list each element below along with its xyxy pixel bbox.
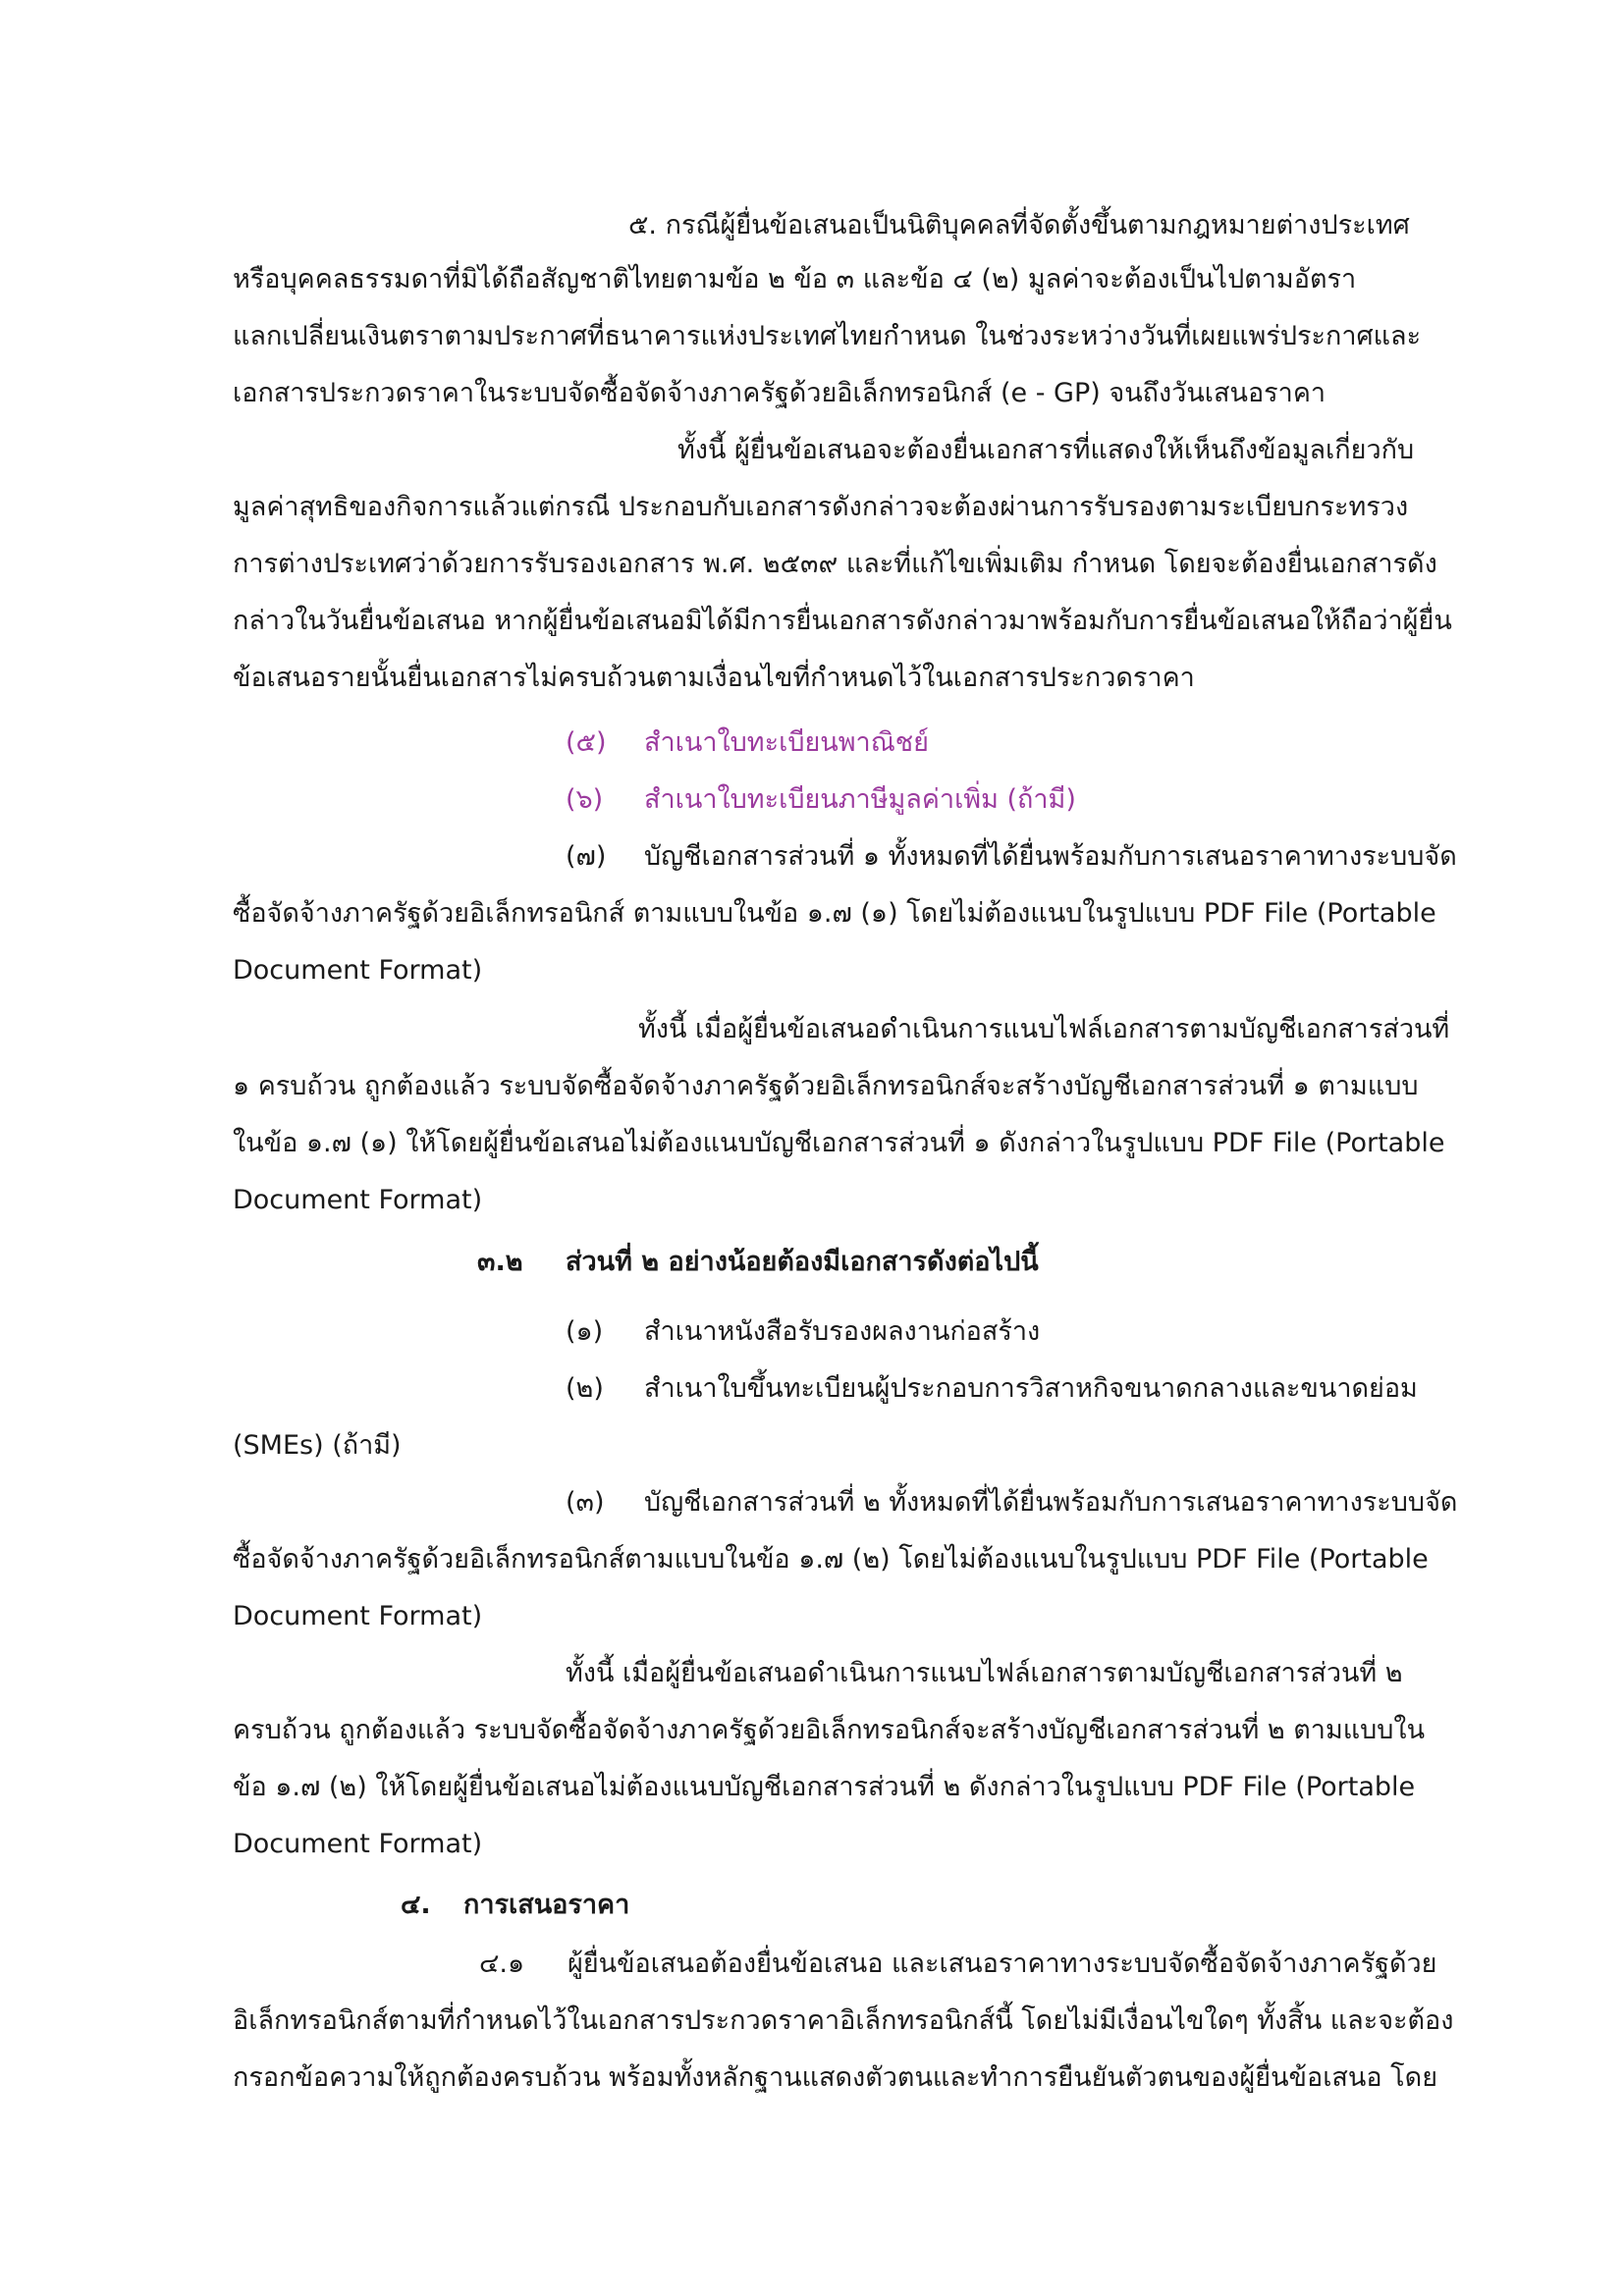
section-3-2-note-line-4: Document Format) (233, 1829, 483, 1859)
section-3-2-number: ๓.๒ (477, 1247, 523, 1277)
clause5-line-6: มูลค่าสุทธิของกิจการแล้วแต่กรณี ประกอบกับเอกสารดังกล่าวจะต้องผ่านการรับรองตามระเบียบกระทรวง (233, 492, 1409, 522)
item7-line-3: Document Format) (233, 955, 483, 986)
section-3-2-note-line-3: ข้อ ๑.๗ (๒) ให้โดยผู้ยื่นข้อเสนอไม่ต้องแนบบัญชีเอกสารส่วนที่ ๒ ดังกล่าวในรูปแบบ PDF File (Portable (233, 1772, 1416, 1802)
section-4-number: ๔. (401, 1890, 431, 1920)
item7-note-line-4: Document Format) (233, 1185, 483, 1215)
clause5-line-9: ข้อเสนอรายนั้นยื่นเอกสารไม่ครบถ้วนตามเงื่อนไขที่กำหนดไว้ในเอกสารประกวดราคา (233, 663, 1195, 693)
list-item-6 (566, 772, 1076, 828)
list-item-5-text: สำเนาใบทะเบียนพาณิชย์ (644, 727, 929, 758)
list-item-7-number: (๗) (566, 841, 607, 872)
list-item-7 (566, 828, 1457, 885)
list-item-5-number: (๕) (566, 727, 607, 758)
section-4-1-number: ๔.๑ (479, 1949, 525, 1979)
section-4-1-text: ผู้ยื่นข้อเสนอต้องยื่นข้อเสนอ และเสนอราคาทางระบบจัดซื้อจัดจ้างภาครัฐด้วย (568, 1949, 1437, 1979)
section-3-2-note-line-2: ครบถ้วน ถูกต้องแล้ว ระบบจัดซื้อจัดจ้างภาครัฐด้วยอิเล็กทรอนิกส์จะสร้างบัญชีเอกสารส่วนที่ ๒ ตามแบบใน (233, 1715, 1426, 1745)
clause5-line-3: แลกเปลี่ยนเงินตราตามประกาศที่ธนาคารแห่งประเทศไทยกำหนด ในช่วงระหว่างวันที่เผยแพร่ประกาศและ (233, 321, 1422, 351)
list-item-6-text: สำเนาใบทะเบียนภาษีมูลค่าเพิ่ม (ถ้ามี) (644, 784, 1076, 815)
list-item-7-text: บัญชีเอกสารส่วนที่ ๑ ทั้งหมดที่ได้ยื่นพร้อมกับการเสนอราคาทางระบบจัด (644, 841, 1457, 872)
section-4-heading (401, 1877, 629, 1934)
item7-note-line-1: ทั้งนี้ เมื่อผู้ยื่นข้อเสนอดำเนินการแนบไฟล์เอกสารตามบัญชีเอกสารส่วนที่ (638, 1014, 1450, 1044)
section-3-2-item-3-line-2: ซื้อจัดจ้างภาครัฐด้วยอิเล็กทรอนิกส์ตามแบบในข้อ ๑.๗ (๒) โดยไม่ต้องแนบในรูปแบบ PDF File (Portable (233, 1544, 1429, 1575)
section-3-2-item-1 (566, 1304, 1040, 1361)
clause5-line-2: หรือบุคคลธรรมดาที่มิได้ถือสัญชาติไทยตามข้อ ๒ ข้อ ๓ และข้อ ๔ (๒) มูลค่าจะต้องเป็นไปตามอัตรา (233, 264, 1357, 294)
section-3-2-item-3-line-3: Document Format) (233, 1601, 483, 1631)
section-4-1 (479, 1936, 1437, 1993)
section-4-1-line-3: กรอกข้อความให้ถูกต้องครบถ้วน พร้อมทั้งหลักฐานแสดงตัวตนและทำการยืนยันตัวตนของผู้ยื่นข้อเสนอ โดย (233, 2062, 1438, 2093)
section-3-2-item-2-cont: (SMEs) (ถ้ามี) (233, 1430, 402, 1461)
section-3-2-heading (477, 1234, 1039, 1291)
section-3-2-item-3-number: (๓) (566, 1487, 605, 1518)
clause5-line-4: เอกสารประกวดราคาในระบบจัดซื้อจัดจ้างภาครัฐด้วยอิเล็กทรอนิกส์ (e - GP) จนถึงวันเสนอราคา (233, 378, 1326, 408)
section-4-1-line-2: อิเล็กทรอนิกส์ตามที่กำหนดไว้ในเอกสารประกวดราคาอิเล็กทรอนิกส์นี้ โดยไม่มีเงื่อนไขใดๆ ทั้งสิ้น และจะต้อง (233, 2005, 1454, 2036)
clause5-line-1: ๕. กรณีผู้ยื่นข้อเสนอเป็นนิติบุคคลที่จัดตั้งขึ้นตามกฎหมายต่างประเทศ (628, 210, 1410, 240)
section-3-2-item-3 (566, 1474, 1457, 1531)
section-3-2-item-1-text: สำเนาหนังสือรับรองผลงานก่อสร้าง (644, 1316, 1041, 1347)
section-3-2-note-line-1: ทั้งนี้ เมื่อผู้ยื่นข้อเสนอดำเนินการแนบไฟล์เอกสารตามบัญชีเอกสารส่วนที่ ๒ (566, 1658, 1403, 1688)
clause5-line-8: กล่าวในวันยื่นข้อเสนอ หากผู้ยื่นข้อเสนอมิได้มีการยื่นเอกสารดังกล่าวมาพร้อมกับการยื่นข้อเสนอให้ถือว่าผู้ยื่น (233, 606, 1452, 636)
clause5-line-7: การต่างประเทศว่าด้วยการรับรองเอกสาร พ.ศ. ๒๕๓๙ และที่แก้ไขเพิ่มเติม กำหนด โดยจะต้องยื่นเอกสารดัง (233, 549, 1437, 579)
section-3-2-title: ส่วนที่ ๒ อย่างน้อยต้องมีเอกสารดังต่อไปนี้ (566, 1247, 1039, 1277)
item7-note-line-2: ๑ ครบถ้วน ถูกต้องแล้ว ระบบจัดซื้อจัดจ้างภาครัฐด้วยอิเล็กทรอนิกส์จะสร้างบัญชีเอกสารส่วนที่ ๑ ตามแบบ (233, 1071, 1419, 1101)
section-4-title: การเสนอราคา (463, 1890, 630, 1920)
section-3-2-item-2-number: (๒) (566, 1373, 604, 1404)
list-item-5 (566, 715, 929, 772)
clause5-line-5: ทั้งนี้ ผู้ยื่นข้อเสนอจะต้องยื่นเอกสารที่แสดงให้เห็นถึงข้อมูลเกี่ยวกับ (677, 435, 1415, 465)
section-3-2-item-2 (566, 1361, 1418, 1417)
list-item-6-number: (๖) (566, 784, 604, 815)
item7-line-2: ซื้อจัดจ้างภาครัฐด้วยอิเล็กทรอนิกส์ ตามแบบในข้อ ๑.๗ (๑) โดยไม่ต้องแนบในรูปแบบ PDF File (Portable (233, 898, 1436, 929)
section-3-2-item-3-text: บัญชีเอกสารส่วนที่ ๒ ทั้งหมดที่ได้ยื่นพร้อมกับการเสนอราคาทางระบบจัด (644, 1487, 1458, 1518)
section-3-2-item-1-number: (๑) (566, 1316, 604, 1347)
section-3-2-item-2-text: สำเนาใบขึ้นทะเบียนผู้ประกอบการวิสาหกิจขนาดกลางและขนาดย่อม (644, 1373, 1418, 1404)
item7-note-line-3: ในข้อ ๑.๗ (๑) ให้โดยผู้ยื่นข้อเสนอไม่ต้องแนบบัญชีเอกสารส่วนที่ ๑ ดังกล่าวในรูปแบบ PDF File (Portable (233, 1128, 1445, 1158)
